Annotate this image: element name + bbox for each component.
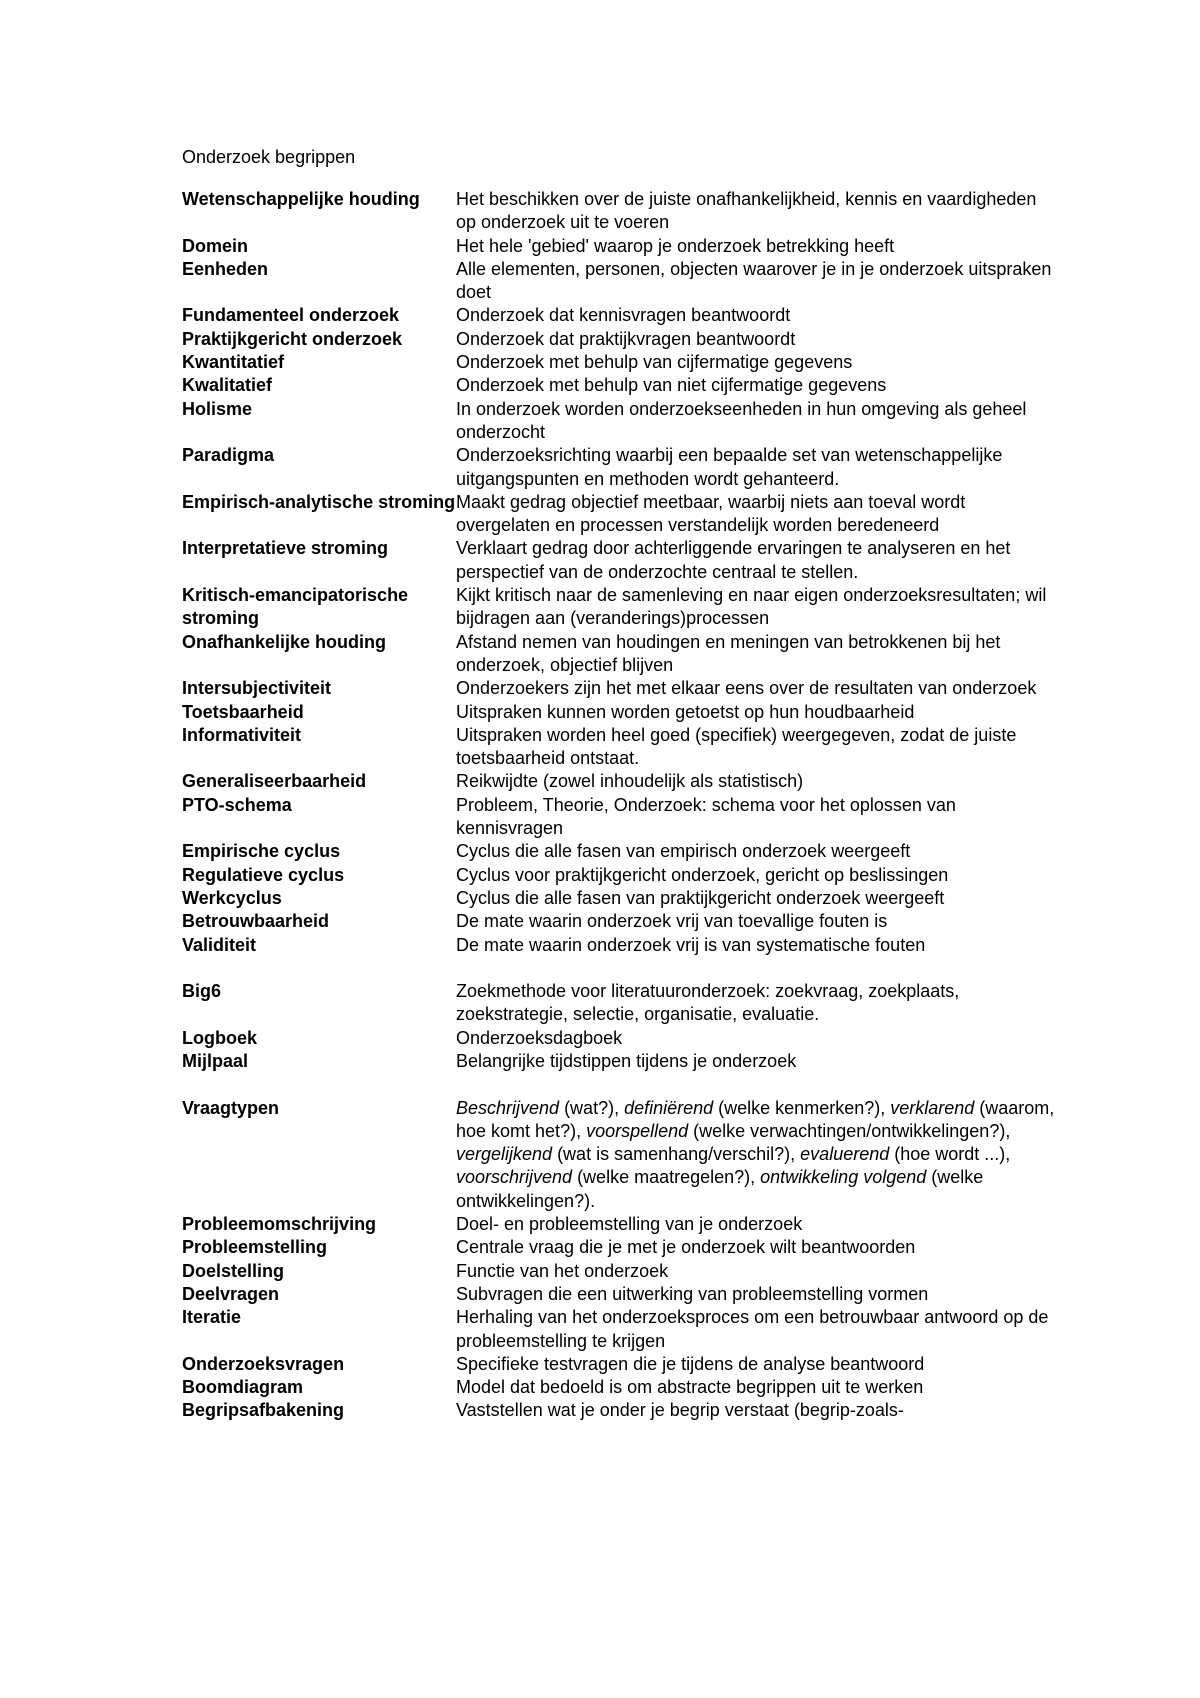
glossary-row: [182, 537, 1082, 584]
glossary-definition: Onderzoek dat praktijkvragen beantwoordt: [456, 328, 796, 349]
glossary-definition: Maakt gedrag objectief meetbaar, waarbij niets aan toeval wordt overgelaten en processen verstandelijk worden beredeneerd: [456, 491, 966, 536]
glossary-definition: Onderzoek dat kennisvragen beantwoordt: [456, 305, 791, 326]
glossary-row: [182, 491, 1082, 538]
glossary-row: [182, 724, 1082, 771]
glossary-row: [182, 1353, 1082, 1376]
glossary-term: Werkcyclus: [182, 887, 282, 908]
glossary-term: Generaliseerbaarheid: [182, 771, 367, 792]
glossary-term: Praktijkgericht onderzoek: [182, 328, 403, 349]
glossary-term: Eenheden: [182, 258, 269, 279]
glossary-list: [182, 188, 1082, 1423]
glossary-term: Vraagtypen: [182, 1097, 280, 1118]
glossary-term: Betrouwbaarheid: [182, 911, 330, 932]
glossary-term: Paradigma: [182, 445, 275, 466]
glossary-term: Onderzoeksvragen: [182, 1353, 345, 1374]
glossary-row: [182, 980, 1082, 1027]
glossary-definition: Uitspraken kunnen worden getoetst op hun houdbaarheid: [456, 701, 915, 722]
glossary-term: PTO-schema: [182, 794, 292, 815]
glossary-definition: Centrale vraag die je met je onderzoek wilt beantwoorden: [456, 1237, 916, 1258]
glossary-row: [182, 235, 1082, 258]
glossary-row: [182, 374, 1082, 397]
glossary-row: [182, 1213, 1082, 1236]
glossary-term: Onafhankelijke houding: [182, 631, 387, 652]
glossary-definition: Reikwijdte (zowel inhoudelijk als statistisch): [456, 771, 804, 792]
glossary-definition: Zoekmethode voor literatuuronderzoek: zoekvraag, zoekplaats, zoekstrategie, selectie, organisatie, evaluatie.: [456, 981, 960, 1025]
glossary-term: Big6: [182, 981, 222, 1002]
glossary-definition: Afstand nemen van houdingen en meningen van betrokkenen bij het onderzoek, objectief blijven: [456, 631, 1001, 675]
glossary-row: [182, 328, 1082, 351]
glossary-term: Validiteit: [182, 934, 257, 955]
glossary-row: [182, 1376, 1082, 1399]
glossary-term: Wetenschappelijke houding: [182, 189, 420, 209]
question-type-hint: (waarom, hoe komt het?),: [456, 1097, 1055, 1141]
glossary-row: [182, 770, 1082, 793]
question-type-name: ontwikkeling volgend: [760, 1167, 927, 1188]
question-type-name: Beschrijvend: [456, 1097, 560, 1118]
glossary-row: [182, 1260, 1082, 1283]
glossary-definition: Subvragen die een uitwerking van probleemstelling vormen: [456, 1283, 929, 1304]
glossary-row: [182, 584, 1082, 631]
glossary-definition: Onderzoeksrichting waarbij een bepaalde set van wetenschappelijke uitgangspunten en methoden wordt gehanteerd.: [456, 445, 1003, 489]
glossary-row: [182, 1236, 1082, 1259]
glossary-definition: Model dat bedoeld is om abstracte begrippen uit te werken: [456, 1377, 924, 1398]
question-type-hint: (welke verwachtingen/ontwikkelingen?),: [688, 1120, 1011, 1141]
glossary-term: Kwalitatief: [182, 375, 273, 396]
document-title: Onderzoek begrippen: [182, 147, 356, 167]
glossary-row: [182, 701, 1082, 724]
glossary-row: [182, 934, 1082, 957]
glossary-term: Fundamenteel onderzoek: [182, 305, 400, 326]
glossary-row: [182, 1399, 1082, 1422]
glossary-definition: Onderzoek met behulp van niet cijfermatige gegevens: [456, 375, 887, 396]
glossary-row: [182, 840, 1082, 863]
glossary-definition: Het hele 'gebied' waarop je onderzoek betrekking heeft: [456, 235, 895, 256]
glossary-term: Empirisch-analytische stroming: [182, 491, 456, 512]
glossary-definition: Onderzoek met behulp van cijfermatige gegevens: [456, 352, 853, 373]
glossary-row: [182, 398, 1082, 445]
glossary-term: Domein: [182, 235, 249, 256]
glossary-definition: Cyclus die alle fasen van empirisch onderzoek weergeeft: [456, 841, 911, 862]
glossary-row: [182, 1306, 1082, 1353]
question-type-hint: (welke maatregelen?),: [572, 1167, 761, 1188]
glossary-term: Logboek: [182, 1027, 257, 1048]
glossary-definition: In onderzoek worden onderzoekseenheden in hun omgeving als geheel onderzocht: [456, 398, 1027, 442]
glossary-term: Informativiteit: [182, 724, 302, 745]
glossary-definition: Uitspraken worden heel goed (specifiek) weergegeven, zodat de juiste toetsbaarheid ontstaat.: [456, 724, 1017, 769]
glossary-term: Probleemstelling: [182, 1237, 328, 1258]
glossary-row: [182, 1050, 1082, 1073]
glossary-term: Deelvragen: [182, 1283, 280, 1304]
glossary-definition: Onderzoeksdagboek: [456, 1027, 623, 1048]
glossary-term: Kwantitatief: [182, 352, 285, 373]
glossary-definition: Herhaling van het onderzoeksproces om een betrouwbaar antwoord op de probleemstelling te krijgen: [456, 1307, 1049, 1351]
glossary-definition: De mate waarin onderzoek vrij is van systematische fouten: [456, 934, 926, 955]
question-type-name: verklarend: [890, 1097, 975, 1118]
glossary-definition: Probleem, Theorie, Onderzoek: schema voor het oplossen van kennisvragen: [456, 794, 956, 839]
question-type-hint: (hoe wordt ...),: [889, 1144, 1011, 1165]
glossary-term: Kritisch-emancipatorische stroming: [182, 585, 409, 629]
glossary-term: Intersubjectiviteit: [182, 678, 332, 699]
glossary-row: [182, 258, 1082, 305]
glossary-row: [182, 677, 1082, 700]
question-type-name: voorspellend: [586, 1120, 689, 1141]
glossary-row: [182, 794, 1082, 841]
glossary-row: [182, 910, 1082, 933]
glossary-term: Boomdiagram: [182, 1377, 304, 1398]
question-type-hint: (welke ontwikkelingen?).: [456, 1167, 984, 1211]
glossary-definition: Kijkt kritisch naar de samenleving en naar eigen onderzoeksresultaten; wil bijdragen aan (veranderings)processen: [456, 585, 1047, 629]
glossary-row: [182, 887, 1082, 910]
glossary-definition: Functie van het onderzoek: [456, 1260, 669, 1281]
glossary-definition: Doel- en probleemstelling van je onderzoek: [456, 1214, 803, 1235]
glossary-definition: Belangrijke tijdstippen tijdens je onderzoek: [456, 1050, 797, 1071]
glossary-row: [182, 444, 1082, 491]
glossary-row: [182, 631, 1082, 678]
glossary-row: [182, 1097, 1082, 1213]
glossary-definition: Het beschikken over de juiste onafhankelijkheid, kennis en vaardigheden op onderzoek uit te voeren: [456, 189, 1037, 233]
glossary-term: Interpretatieve stroming: [182, 538, 389, 559]
glossary-term: Probleemomschrijving: [182, 1214, 377, 1235]
glossary-row: [182, 304, 1082, 327]
question-type-name: voorschrijvend: [456, 1167, 573, 1188]
glossary-definition: Specifieke testvragen die je tijdens de analyse beantwoord: [456, 1353, 925, 1374]
question-type-name: definiërend: [624, 1097, 714, 1118]
glossary-term: Iteratie: [182, 1307, 242, 1328]
glossary-term: Regulatieve cyclus: [182, 864, 345, 885]
question-type-hint: (welke kenmerken?),: [713, 1097, 891, 1118]
question-type-hint: (wat is samenhang/verschil?),: [552, 1144, 801, 1165]
glossary-definition: Cyclus voor praktijkgericht onderzoek, gericht op beslissingen: [456, 864, 949, 885]
glossary-row: [182, 351, 1082, 374]
glossary-term: Doelstelling: [182, 1260, 285, 1281]
question-type-name: evaluerend: [800, 1144, 890, 1165]
glossary-row: [182, 864, 1082, 887]
glossary-row: [182, 188, 1082, 235]
glossary-definition: De mate waarin onderzoek vrij van toevallige fouten is: [456, 911, 888, 932]
question-type-name: vergelijkend: [456, 1144, 553, 1165]
glossary-term: Holisme: [182, 398, 253, 419]
glossary-definition: Alle elementen, personen, objecten waarover je in je onderzoek uitspraken doet: [456, 258, 1052, 303]
question-type-hint: (wat?),: [559, 1097, 625, 1118]
glossary-term: Toetsbaarheid: [182, 701, 304, 722]
glossary-term: Begripsafbakening: [182, 1400, 345, 1421]
glossary-definition: Vaststellen wat je onder je begrip verstaat (begrip-zoals-: [456, 1400, 904, 1421]
glossary-row: [182, 1283, 1082, 1306]
glossary-definition-rich: [456, 1097, 1056, 1213]
glossary-term: Empirische cyclus: [182, 841, 341, 862]
glossary-term: Mijlpaal: [182, 1050, 249, 1071]
glossary-row: [182, 1027, 1082, 1050]
glossary-definition: Cyclus die alle fasen van praktijkgericht onderzoek weergeeft: [456, 887, 945, 908]
glossary-definition: Verklaart gedrag door achterliggende ervaringen te analyseren en het perspectief van de onderzochte centraal te stellen.: [456, 538, 1011, 582]
glossary-definition: Onderzoekers zijn het met elkaar eens over de resultaten van onderzoek: [456, 678, 1037, 699]
